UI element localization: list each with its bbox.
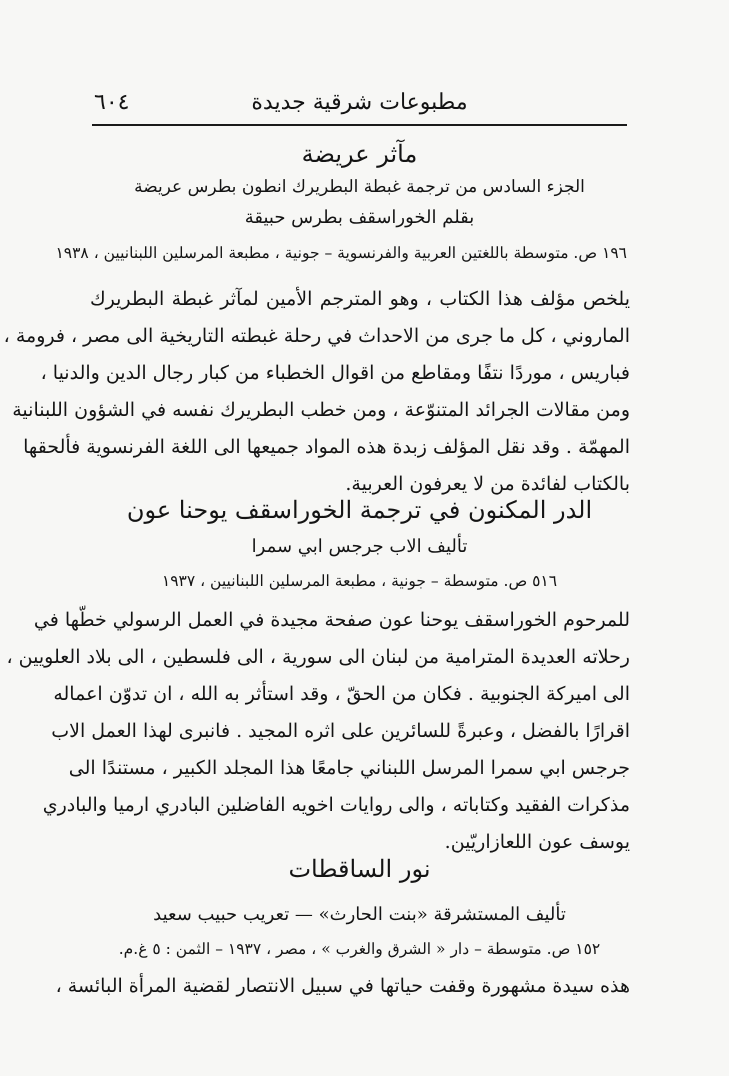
body-line: فباريس ، موردًا نتفًا ومقاطع من اقوال الخطباء من كبار رجال الدين والدنيا ، [40,362,630,384]
entry-1-author: بقلم الخوراسقف بطرس حبيقة [244,207,475,228]
body-line: هذه سيدة مشهورة وقفت حياتها في سبيل الانتصار لقضية المرأة البائسة ، [55,975,630,997]
body-line: يلخص مؤلف هذا الكتاب ، وهو المترجم الأمين لمآثر غبطة البطريرك [90,288,630,310]
entry-1-body [3,281,630,503]
body-line: جرجس ابي سمرا المرسل اللبناني جامعًا هذا المجلد الكبير ، مستندًا الى [68,757,630,779]
entry-2-title: الدر المكنون في ترجمة الخوراسقف يوحنا عون [126,496,593,524]
body-line: المهمّة . وقد نقل المؤلف زبدة هذه المواد جميعها الى اللغة الفرنسوية فألحقها [23,436,630,458]
entry-1-meta: ١٩٦ ص. متوسطة باللغتين العربية والفرنسوية – جونية ، مطبعة المرسلين اللبنانيين ، ١٩٣٨ [55,244,627,262]
page-number: ٦٠٤ [94,90,130,115]
body-line: رحلاته العديدة المترامية من لبنان الى سورية ، الى فلسطين ، الى بلاد العلويين ، [6,646,630,668]
entry-1-title: مآثر عريضة [301,140,418,168]
entry-3-author: تأليف المستشرقة «بنت الحارث» — تعريب حبيب سعيد [153,904,566,925]
header-rule [92,124,627,126]
body-line: للمرحوم الخوراسقف يوحنا عون صفحة مجيدة في العمل الرسولي خطّها في [33,609,630,631]
entry-2-author: تأليف الاب جرجس ابي سمرا [251,536,468,557]
page-header [92,86,627,122]
body-line: الماروني ، كل ما جرى من الاحداث في رحلة غبطته التاريخية الى مصر ، فرومة ، [3,325,630,347]
body-line: اقرارًا بالفضل ، وعبرةً للسائرين على اثره المجيد . فانبرى لهذا العمل الاب [51,720,630,742]
body-line: مذكرات الفقيد وكتاباته ، والى روايات اخويه الفاضلين البادري ارميا والبادري [42,794,630,816]
body-line: يوسف عون اللعازاريّين. [444,831,630,853]
entry-1-subtitle: الجزء السادس من ترجمة غبطة البطريرك انطون بطرس عريضة [134,177,585,197]
body-line: ومن مقالات الجرائد المتنوّعة ، ومن خطب البطريرك نفسه في الشؤون اللبنانية [12,399,630,421]
entry-3-title: نور الساقطات [288,855,431,883]
body-line: بالكتاب لفائدة من لا يعرفون العربية. [345,473,630,495]
entry-2-body [6,602,630,861]
entry-2-meta: ٥١٦ ص. متوسطة – جونية ، مطبعة المرسلين اللبنانيين ، ١٩٣٧ [161,572,558,590]
running-title: مطبوعات شرقية جديدة [251,90,468,115]
body-line: الى اميركة الجنوبية . فكان من الحقّ ، وقد استأثر به الله ، ان تدوّن اعماله [53,683,630,705]
entry-3-body [55,968,630,1005]
entry-3-meta: ١٥٢ ص. متوسطة – دار « الشرق والغرب » ، مصر ، ١٩٣٧ – الثمن : ٥ غ.م. [118,940,601,958]
